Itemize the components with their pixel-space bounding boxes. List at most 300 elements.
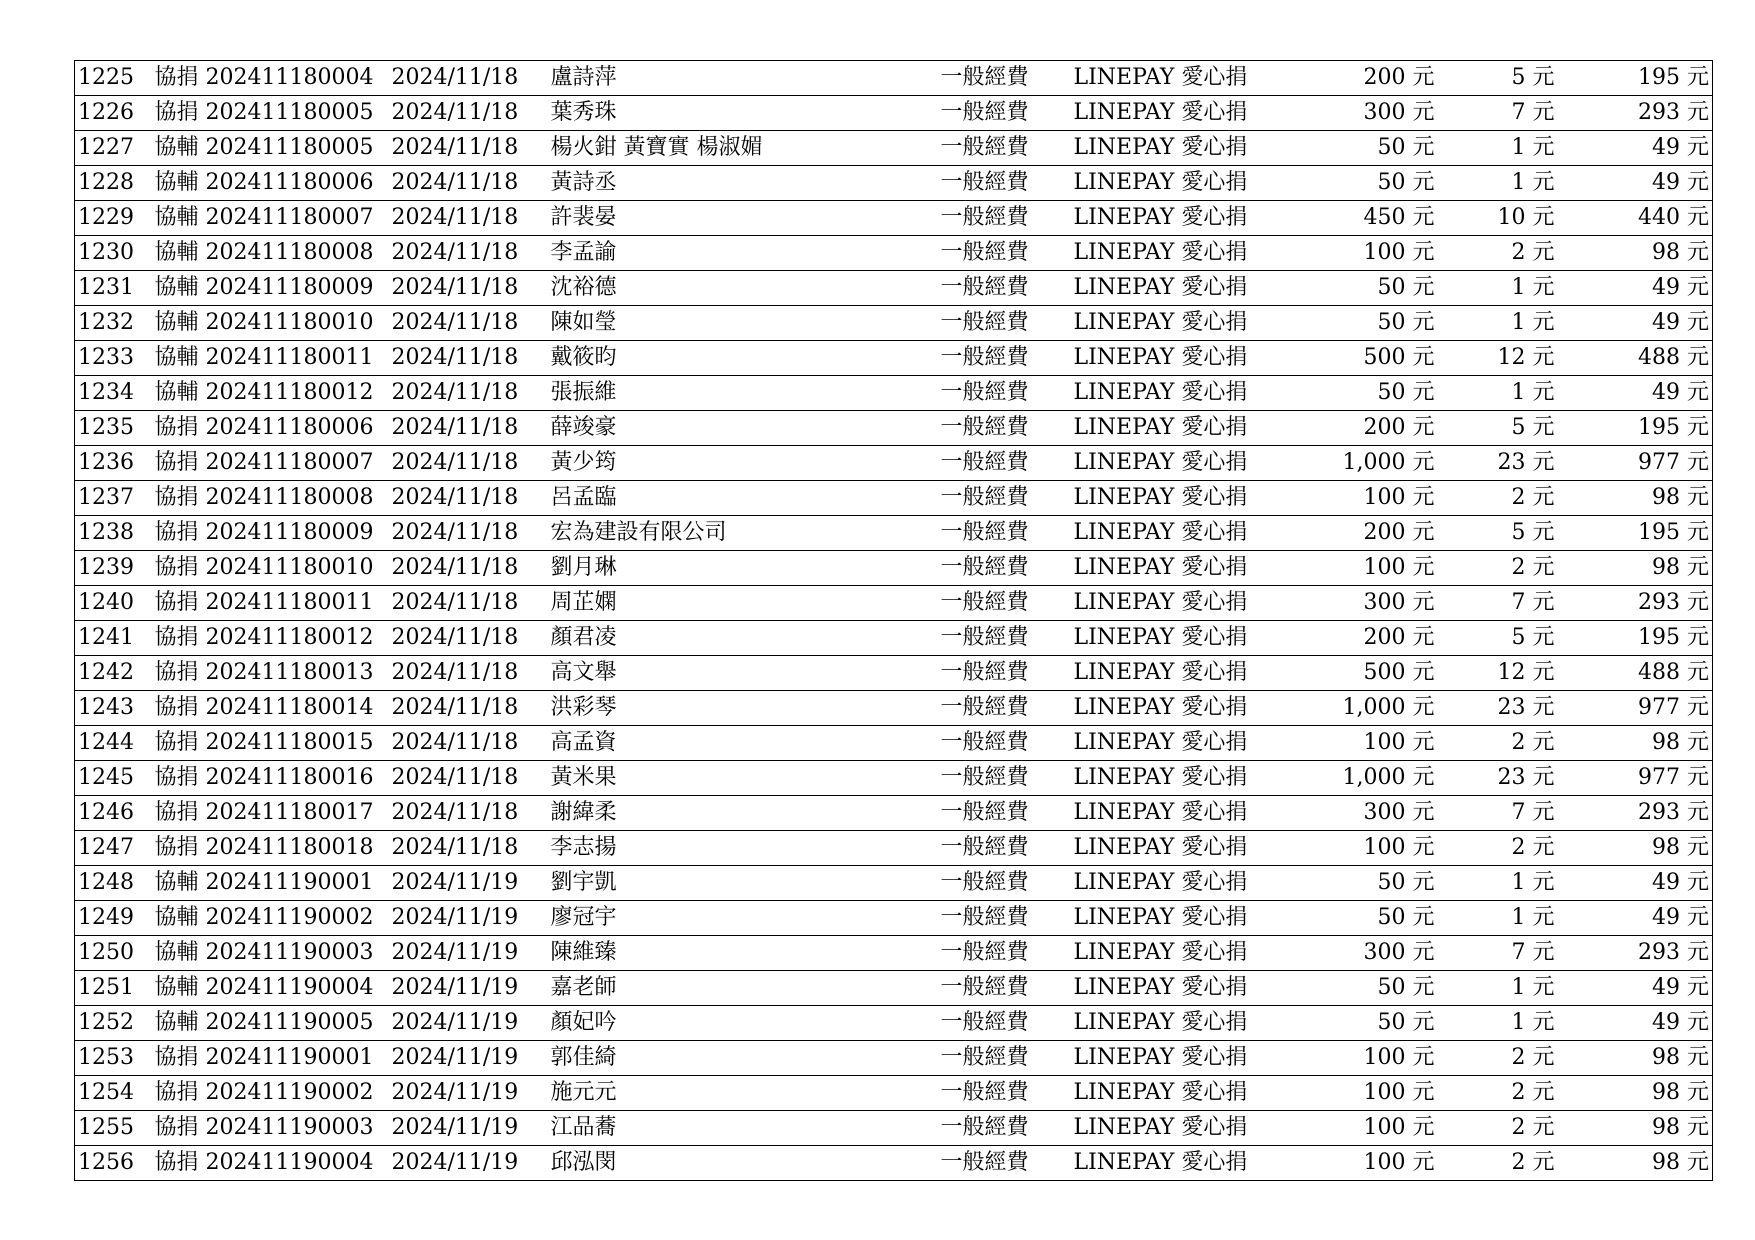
donation-amount: 100 元: [1255, 726, 1435, 761]
net-amount: 49 元: [1555, 271, 1713, 306]
net-amount: 49 元: [1555, 376, 1713, 411]
row-number: 1252: [75, 1006, 155, 1041]
donation-ledger-sheet: [74, 60, 1709, 1181]
net-amount: 293 元: [1555, 586, 1713, 621]
donor-name: 邱泓閔: [551, 1146, 941, 1181]
processing-fee: 1 元: [1435, 376, 1555, 411]
row-number: 1227: [75, 131, 155, 166]
receipt-number: 協捐 202411180007: [155, 446, 392, 481]
receipt-number: 協捐 202411180011: [155, 586, 392, 621]
donation-purpose: 一般經費: [941, 131, 1074, 166]
donation-purpose: 一般經費: [941, 831, 1074, 866]
processing-fee: 5 元: [1435, 411, 1555, 446]
donation-amount: 50 元: [1255, 376, 1435, 411]
table-row: [75, 131, 1713, 166]
processing-fee: 1 元: [1435, 166, 1555, 201]
processing-fee: 2 元: [1435, 1041, 1555, 1076]
donation-date: 2024/11/19: [392, 866, 551, 901]
donor-name: 沈裕德: [551, 271, 941, 306]
donor-name: 李志揚: [551, 831, 941, 866]
processing-fee: 1 元: [1435, 1006, 1555, 1041]
payment-method: LINEPAY 愛心捐: [1074, 446, 1255, 481]
net-amount: 49 元: [1555, 166, 1713, 201]
net-amount: 977 元: [1555, 761, 1713, 796]
receipt-number: 協捐 202411180017: [155, 796, 392, 831]
net-amount: 98 元: [1555, 551, 1713, 586]
donation-amount: 100 元: [1255, 236, 1435, 271]
table-row: [75, 726, 1713, 761]
donor-name: 劉月琳: [551, 551, 941, 586]
row-number: 1239: [75, 551, 155, 586]
table-row: [75, 586, 1713, 621]
payment-method: LINEPAY 愛心捐: [1074, 271, 1255, 306]
donation-date: 2024/11/18: [392, 236, 551, 271]
donation-purpose: 一般經費: [941, 1146, 1074, 1181]
receipt-number: 協輔 202411180007: [155, 201, 392, 236]
row-number: 1235: [75, 411, 155, 446]
payment-method: LINEPAY 愛心捐: [1074, 691, 1255, 726]
donor-name: 陳維臻: [551, 936, 941, 971]
donation-purpose: 一般經費: [941, 341, 1074, 376]
donor-name: 顏君凌: [551, 621, 941, 656]
table-row: [75, 1041, 1713, 1076]
donation-purpose: 一般經費: [941, 96, 1074, 131]
receipt-number: 協輔 202411180008: [155, 236, 392, 271]
receipt-number: 協輔 202411190004: [155, 971, 392, 1006]
donation-date: 2024/11/18: [392, 691, 551, 726]
donation-amount: 300 元: [1255, 936, 1435, 971]
donation-amount: 500 元: [1255, 656, 1435, 691]
donor-name: 楊火鉗 黃寶實 楊淑媚: [551, 131, 941, 166]
net-amount: 195 元: [1555, 621, 1713, 656]
donation-purpose: 一般經費: [941, 481, 1074, 516]
receipt-number: 協捐 202411190004: [155, 1146, 392, 1181]
net-amount: 440 元: [1555, 201, 1713, 236]
donation-purpose: 一般經費: [941, 201, 1074, 236]
donation-amount: 50 元: [1255, 306, 1435, 341]
net-amount: 195 元: [1555, 411, 1713, 446]
row-number: 1250: [75, 936, 155, 971]
net-amount: 49 元: [1555, 1006, 1713, 1041]
row-number: 1234: [75, 376, 155, 411]
ledger-body: [75, 61, 1713, 1181]
table-row: [75, 866, 1713, 901]
table-row: [75, 236, 1713, 271]
row-number: 1241: [75, 621, 155, 656]
donation-amount: 1,000 元: [1255, 446, 1435, 481]
net-amount: 49 元: [1555, 971, 1713, 1006]
donation-amount: 50 元: [1255, 901, 1435, 936]
donation-amount: 1,000 元: [1255, 691, 1435, 726]
row-number: 1245: [75, 761, 155, 796]
donor-name: 高文舉: [551, 656, 941, 691]
donor-name: 許裴晏: [551, 201, 941, 236]
payment-method: LINEPAY 愛心捐: [1074, 166, 1255, 201]
donor-name: 宏為建設有限公司: [551, 516, 941, 551]
processing-fee: 7 元: [1435, 936, 1555, 971]
donor-name: 嘉老師: [551, 971, 941, 1006]
net-amount: 977 元: [1555, 691, 1713, 726]
table-row: [75, 901, 1713, 936]
net-amount: 488 元: [1555, 656, 1713, 691]
donation-amount: 300 元: [1255, 96, 1435, 131]
donation-date: 2024/11/18: [392, 656, 551, 691]
net-amount: 293 元: [1555, 936, 1713, 971]
donor-name: 郭佳綺: [551, 1041, 941, 1076]
receipt-number: 協捐 202411180012: [155, 621, 392, 656]
net-amount: 98 元: [1555, 1041, 1713, 1076]
row-number: 1244: [75, 726, 155, 761]
donation-date: 2024/11/19: [392, 901, 551, 936]
payment-method: LINEPAY 愛心捐: [1074, 761, 1255, 796]
donation-amount: 100 元: [1255, 1111, 1435, 1146]
payment-method: LINEPAY 愛心捐: [1074, 901, 1255, 936]
donation-date: 2024/11/18: [392, 131, 551, 166]
row-number: 1255: [75, 1111, 155, 1146]
processing-fee: 2 元: [1435, 551, 1555, 586]
receipt-number: 協捐 202411190001: [155, 1041, 392, 1076]
donation-purpose: 一般經費: [941, 411, 1074, 446]
donation-date: 2024/11/18: [392, 621, 551, 656]
donation-date: 2024/11/18: [392, 201, 551, 236]
processing-fee: 1 元: [1435, 306, 1555, 341]
donation-amount: 300 元: [1255, 586, 1435, 621]
donation-purpose: 一般經費: [941, 376, 1074, 411]
payment-method: LINEPAY 愛心捐: [1074, 936, 1255, 971]
net-amount: 98 元: [1555, 1146, 1713, 1181]
donor-name: 薛竣豪: [551, 411, 941, 446]
processing-fee: 7 元: [1435, 796, 1555, 831]
row-number: 1251: [75, 971, 155, 1006]
donation-amount: 50 元: [1255, 271, 1435, 306]
donation-purpose: 一般經費: [941, 1076, 1074, 1111]
donation-amount: 300 元: [1255, 796, 1435, 831]
donation-purpose: 一般經費: [941, 726, 1074, 761]
net-amount: 488 元: [1555, 341, 1713, 376]
receipt-number: 協輔 202411190005: [155, 1006, 392, 1041]
processing-fee: 2 元: [1435, 726, 1555, 761]
payment-method: LINEPAY 愛心捐: [1074, 516, 1255, 551]
receipt-number: 協輔 202411180009: [155, 271, 392, 306]
processing-fee: 2 元: [1435, 1146, 1555, 1181]
payment-method: LINEPAY 愛心捐: [1074, 341, 1255, 376]
donor-name: 洪彩琴: [551, 691, 941, 726]
net-amount: 293 元: [1555, 96, 1713, 131]
payment-method: LINEPAY 愛心捐: [1074, 376, 1255, 411]
donation-date: 2024/11/19: [392, 1076, 551, 1111]
table-row: [75, 201, 1713, 236]
donation-date: 2024/11/18: [392, 271, 551, 306]
processing-fee: 23 元: [1435, 761, 1555, 796]
donor-name: 黃米果: [551, 761, 941, 796]
table-row: [75, 166, 1713, 201]
donation-amount: 100 元: [1255, 831, 1435, 866]
row-number: 1230: [75, 236, 155, 271]
payment-method: LINEPAY 愛心捐: [1074, 411, 1255, 446]
receipt-number: 協捐 202411180015: [155, 726, 392, 761]
donor-name: 江品蕎: [551, 1111, 941, 1146]
row-number: 1256: [75, 1146, 155, 1181]
table-row: [75, 936, 1713, 971]
donation-purpose: 一般經費: [941, 971, 1074, 1006]
payment-method: LINEPAY 愛心捐: [1074, 621, 1255, 656]
donation-purpose: 一般經費: [941, 1111, 1074, 1146]
donation-purpose: 一般經費: [941, 761, 1074, 796]
donation-amount: 50 元: [1255, 1006, 1435, 1041]
processing-fee: 2 元: [1435, 236, 1555, 271]
donation-purpose: 一般經費: [941, 306, 1074, 341]
processing-fee: 5 元: [1435, 61, 1555, 96]
donor-name: 黃少筠: [551, 446, 941, 481]
table-row: [75, 551, 1713, 586]
payment-method: LINEPAY 愛心捐: [1074, 1111, 1255, 1146]
receipt-number: 協輔 202411180006: [155, 166, 392, 201]
processing-fee: 2 元: [1435, 481, 1555, 516]
processing-fee: 10 元: [1435, 201, 1555, 236]
donation-date: 2024/11/18: [392, 306, 551, 341]
table-row: [75, 61, 1713, 96]
table-row: [75, 271, 1713, 306]
donation-amount: 50 元: [1255, 131, 1435, 166]
processing-fee: 23 元: [1435, 446, 1555, 481]
processing-fee: 7 元: [1435, 586, 1555, 621]
table-row: [75, 1111, 1713, 1146]
net-amount: 98 元: [1555, 726, 1713, 761]
table-row: [75, 376, 1713, 411]
payment-method: LINEPAY 愛心捐: [1074, 1076, 1255, 1111]
payment-method: LINEPAY 愛心捐: [1074, 551, 1255, 586]
row-number: 1225: [75, 61, 155, 96]
donor-name: 廖冠宇: [551, 901, 941, 936]
receipt-number: 協輔 202411180011: [155, 341, 392, 376]
net-amount: 49 元: [1555, 131, 1713, 166]
donation-purpose: 一般經費: [941, 446, 1074, 481]
donation-date: 2024/11/18: [392, 796, 551, 831]
row-number: 1240: [75, 586, 155, 621]
net-amount: 49 元: [1555, 866, 1713, 901]
donation-date: 2024/11/19: [392, 1006, 551, 1041]
table-row: [75, 761, 1713, 796]
table-row: [75, 96, 1713, 131]
payment-method: LINEPAY 愛心捐: [1074, 796, 1255, 831]
payment-method: LINEPAY 愛心捐: [1074, 236, 1255, 271]
donation-date: 2024/11/18: [392, 726, 551, 761]
receipt-number: 協捐 202411180013: [155, 656, 392, 691]
net-amount: 195 元: [1555, 516, 1713, 551]
donation-purpose: 一般經費: [941, 1006, 1074, 1041]
table-row: [75, 621, 1713, 656]
payment-method: LINEPAY 愛心捐: [1074, 586, 1255, 621]
donor-name: 謝緯柔: [551, 796, 941, 831]
receipt-number: 協捐 202411180014: [155, 691, 392, 726]
donation-purpose: 一般經費: [941, 796, 1074, 831]
net-amount: 98 元: [1555, 236, 1713, 271]
donation-purpose: 一般經費: [941, 586, 1074, 621]
net-amount: 977 元: [1555, 446, 1713, 481]
donor-name: 黃詩丞: [551, 166, 941, 201]
row-number: 1246: [75, 796, 155, 831]
donation-date: 2024/11/18: [392, 166, 551, 201]
donation-purpose: 一般經費: [941, 551, 1074, 586]
donation-purpose: 一般經費: [941, 1041, 1074, 1076]
donation-purpose: 一般經費: [941, 656, 1074, 691]
donation-purpose: 一般經費: [941, 901, 1074, 936]
net-amount: 49 元: [1555, 306, 1713, 341]
donation-date: 2024/11/18: [392, 96, 551, 131]
row-number: 1231: [75, 271, 155, 306]
donation-amount: 100 元: [1255, 481, 1435, 516]
donation-amount: 100 元: [1255, 551, 1435, 586]
donation-amount: 100 元: [1255, 1146, 1435, 1181]
table-row: [75, 796, 1713, 831]
donation-amount: 100 元: [1255, 1041, 1435, 1076]
receipt-number: 協捐 202411180004: [155, 61, 392, 96]
donation-date: 2024/11/18: [392, 831, 551, 866]
row-number: 1238: [75, 516, 155, 551]
table-row: [75, 411, 1713, 446]
payment-method: LINEPAY 愛心捐: [1074, 831, 1255, 866]
row-number: 1237: [75, 481, 155, 516]
donor-name: 呂孟臨: [551, 481, 941, 516]
donation-date: 2024/11/18: [392, 516, 551, 551]
receipt-number: 協輔 202411180010: [155, 306, 392, 341]
donor-name: 戴筱昀: [551, 341, 941, 376]
donation-purpose: 一般經費: [941, 691, 1074, 726]
payment-method: LINEPAY 愛心捐: [1074, 726, 1255, 761]
payment-method: LINEPAY 愛心捐: [1074, 61, 1255, 96]
receipt-number: 協捐 202411180016: [155, 761, 392, 796]
payment-method: LINEPAY 愛心捐: [1074, 131, 1255, 166]
donation-amount: 450 元: [1255, 201, 1435, 236]
donation-amount: 500 元: [1255, 341, 1435, 376]
donor-name: 張振維: [551, 376, 941, 411]
payment-method: LINEPAY 愛心捐: [1074, 306, 1255, 341]
processing-fee: 2 元: [1435, 831, 1555, 866]
donation-date: 2024/11/18: [392, 61, 551, 96]
donation-date: 2024/11/18: [392, 761, 551, 796]
donation-purpose: 一般經費: [941, 621, 1074, 656]
donation-purpose: 一般經費: [941, 61, 1074, 96]
payment-method: LINEPAY 愛心捐: [1074, 201, 1255, 236]
donor-name: 施元元: [551, 1076, 941, 1111]
table-row: [75, 481, 1713, 516]
receipt-number: 協捐 202411180005: [155, 96, 392, 131]
table-row: [75, 446, 1713, 481]
row-number: 1233: [75, 341, 155, 376]
donation-purpose: 一般經費: [941, 516, 1074, 551]
donation-purpose: 一般經費: [941, 936, 1074, 971]
receipt-number: 協捐 202411180009: [155, 516, 392, 551]
processing-fee: 1 元: [1435, 866, 1555, 901]
donation-amount: 200 元: [1255, 61, 1435, 96]
payment-method: LINEPAY 愛心捐: [1074, 1041, 1255, 1076]
donor-name: 李孟諭: [551, 236, 941, 271]
net-amount: 98 元: [1555, 1076, 1713, 1111]
donor-name: 葉秀珠: [551, 96, 941, 131]
donation-date: 2024/11/19: [392, 936, 551, 971]
row-number: 1243: [75, 691, 155, 726]
payment-method: LINEPAY 愛心捐: [1074, 1006, 1255, 1041]
processing-fee: 5 元: [1435, 621, 1555, 656]
donation-amount: 200 元: [1255, 411, 1435, 446]
table-row: [75, 691, 1713, 726]
processing-fee: 12 元: [1435, 341, 1555, 376]
donation-date: 2024/11/19: [392, 1146, 551, 1181]
receipt-number: 協捐 202411190003: [155, 1111, 392, 1146]
row-number: 1247: [75, 831, 155, 866]
row-number: 1232: [75, 306, 155, 341]
table-row: [75, 656, 1713, 691]
row-number: 1248: [75, 866, 155, 901]
processing-fee: 1 元: [1435, 901, 1555, 936]
donation-amount: 50 元: [1255, 166, 1435, 201]
row-number: 1242: [75, 656, 155, 691]
donation-date: 2024/11/19: [392, 1041, 551, 1076]
table-row: [75, 1006, 1713, 1041]
donation-date: 2024/11/18: [392, 551, 551, 586]
row-number: 1228: [75, 166, 155, 201]
donation-purpose: 一般經費: [941, 866, 1074, 901]
donor-name: 劉宇凱: [551, 866, 941, 901]
net-amount: 293 元: [1555, 796, 1713, 831]
donor-name: 高孟資: [551, 726, 941, 761]
receipt-number: 協輔 202411190002: [155, 901, 392, 936]
row-number: 1229: [75, 201, 155, 236]
processing-fee: 1 元: [1435, 971, 1555, 1006]
payment-method: LINEPAY 愛心捐: [1074, 481, 1255, 516]
processing-fee: 2 元: [1435, 1076, 1555, 1111]
processing-fee: 23 元: [1435, 691, 1555, 726]
table-row: [75, 341, 1713, 376]
donation-date: 2024/11/19: [392, 1111, 551, 1146]
donation-amount: 200 元: [1255, 621, 1435, 656]
row-number: 1253: [75, 1041, 155, 1076]
donation-date: 2024/11/19: [392, 971, 551, 1006]
table-row: [75, 516, 1713, 551]
donation-amount: 50 元: [1255, 866, 1435, 901]
donor-name: 陳如瑩: [551, 306, 941, 341]
net-amount: 49 元: [1555, 901, 1713, 936]
donation-purpose: 一般經費: [941, 236, 1074, 271]
receipt-number: 協輔 202411180012: [155, 376, 392, 411]
payment-method: LINEPAY 愛心捐: [1074, 1146, 1255, 1181]
payment-method: LINEPAY 愛心捐: [1074, 656, 1255, 691]
payment-method: LINEPAY 愛心捐: [1074, 971, 1255, 1006]
table-row: [75, 831, 1713, 866]
receipt-number: 協捐 202411180006: [155, 411, 392, 446]
processing-fee: 12 元: [1435, 656, 1555, 691]
donation-purpose: 一般經費: [941, 271, 1074, 306]
processing-fee: 7 元: [1435, 96, 1555, 131]
donation-amount: 200 元: [1255, 516, 1435, 551]
donation-amount: 50 元: [1255, 971, 1435, 1006]
donation-date: 2024/11/18: [392, 411, 551, 446]
donation-date: 2024/11/18: [392, 376, 551, 411]
row-number: 1254: [75, 1076, 155, 1111]
receipt-number: 協輔 202411190001: [155, 866, 392, 901]
payment-method: LINEPAY 愛心捐: [1074, 96, 1255, 131]
processing-fee: 5 元: [1435, 516, 1555, 551]
row-number: 1249: [75, 901, 155, 936]
table-row: [75, 971, 1713, 1006]
table-row: [75, 306, 1713, 341]
donor-name: 盧詩萍: [551, 61, 941, 96]
donation-date: 2024/11/18: [392, 586, 551, 621]
donation-amount: 100 元: [1255, 1076, 1435, 1111]
row-number: 1226: [75, 96, 155, 131]
receipt-number: 協捐 202411180008: [155, 481, 392, 516]
row-number: 1236: [75, 446, 155, 481]
